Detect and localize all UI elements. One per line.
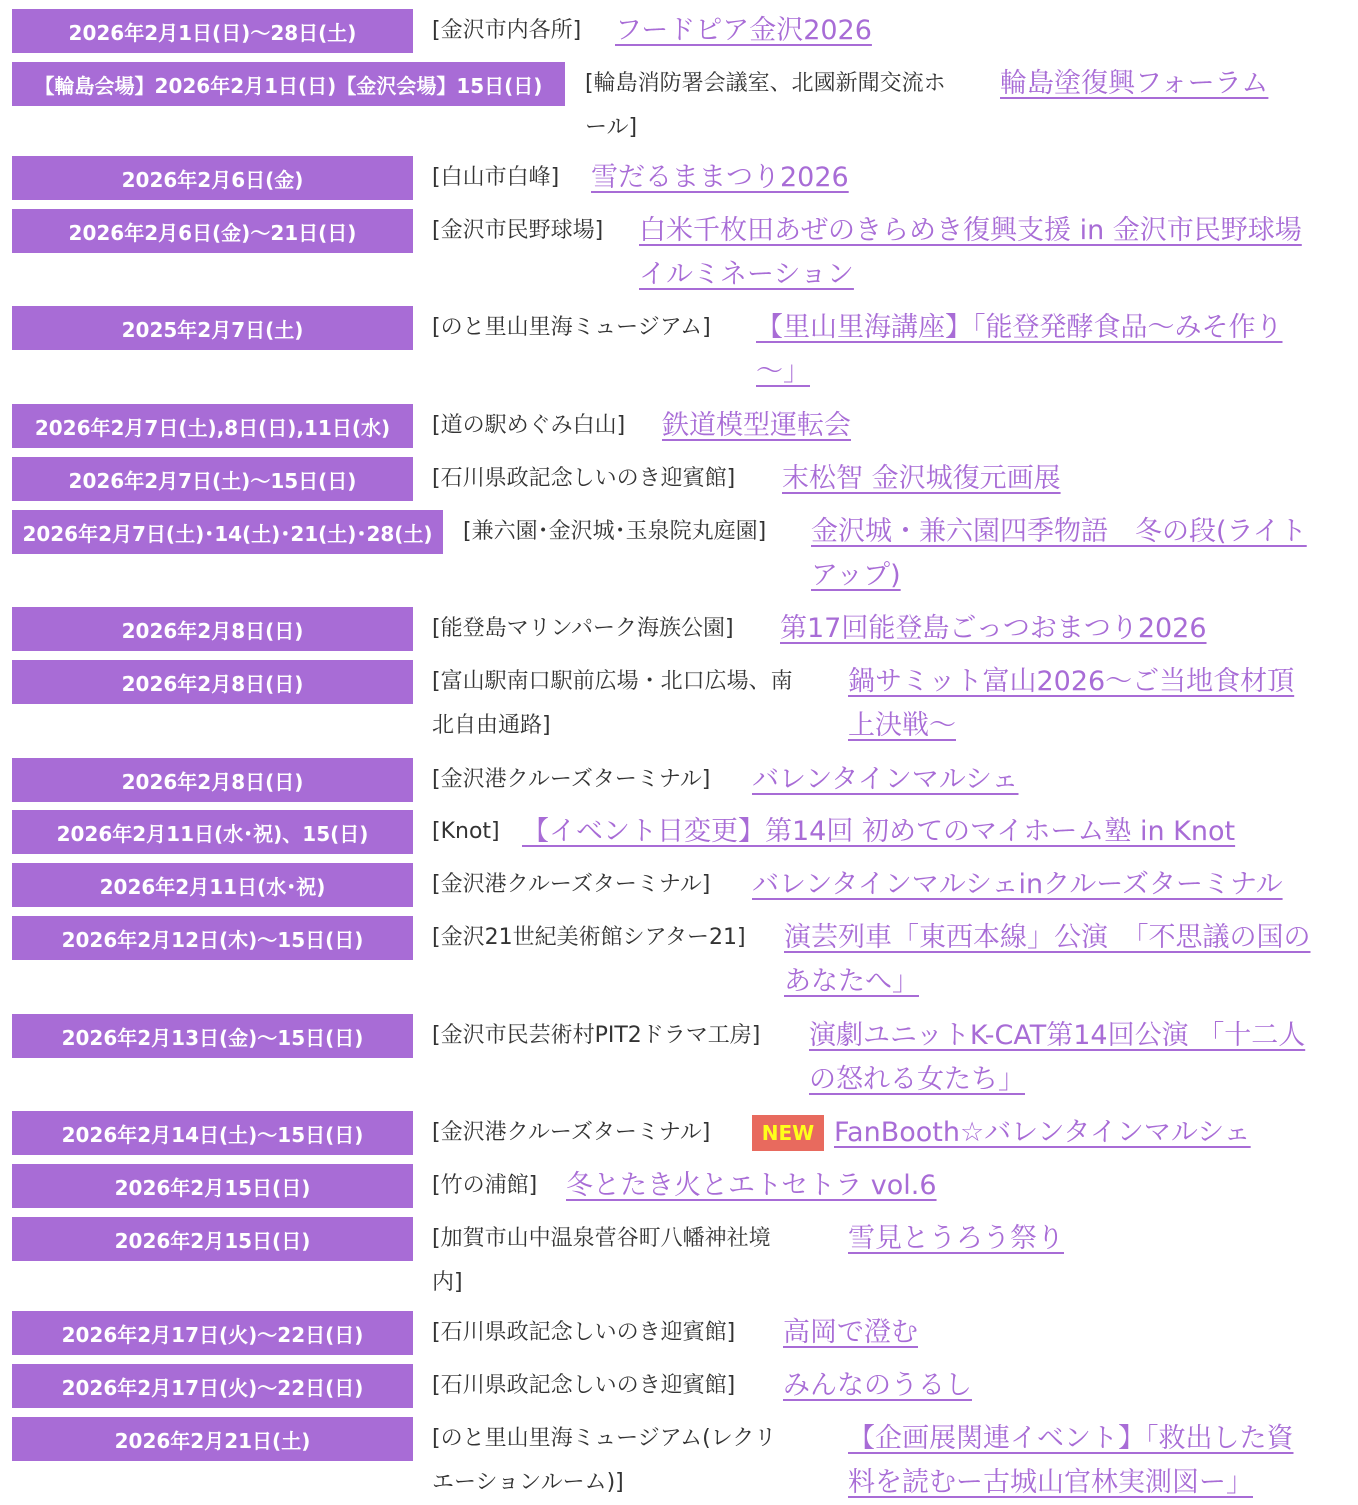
event-title-link[interactable]: FanBooth☆バレンタインマルシェ — [834, 1117, 1251, 1148]
event-date: 2026年2月21日(土) — [12, 1417, 413, 1461]
event-title-link[interactable]: フードピア金沢2026 — [615, 15, 872, 46]
event-title-link[interactable]: 高岡で澄む — [783, 1317, 918, 1348]
event-venue: [白山市白峰] — [432, 165, 560, 190]
event-date: 2025年2月7日(土) — [12, 306, 413, 350]
event-date: 2026年2月1日(日)～28日(土) — [12, 9, 413, 53]
event-title-link[interactable]: 鍋サミット富山2026～ご当地食材頂 上決戦～ — [848, 666, 1295, 741]
event-venue: [金沢港クルーズターミナル] — [432, 872, 711, 897]
event-title-link[interactable]: バレンタインマルシェinクルーズターミナル — [752, 869, 1283, 900]
event-title-link[interactable]: 白米千枚田あぜのきらめき復興支援 in 金沢市民野球場 イルミネーション — [639, 215, 1302, 290]
event-title-link[interactable]: 輪島塗復興フォーラム — [1000, 68, 1269, 99]
event-venue: [のと里山里海ミュージアム] — [432, 315, 711, 340]
event-date: 2026年2月7日(土)･14(土)･21(土)･28(土) — [12, 510, 443, 554]
event-venue: [石川県政記念しいのき迎賓館] — [432, 466, 736, 491]
event-title-link[interactable]: 雪だるままつり2026 — [591, 162, 849, 193]
event-title-link[interactable]: 【イベント日変更】第14回 初めてのマイホーム塾 in Knot — [522, 816, 1236, 847]
event-date: 2026年2月17日(火)～22日(日) — [12, 1364, 413, 1408]
event-date: 2026年2月11日(水･祝)、15(日) — [12, 810, 413, 854]
event-date: 2026年2月17日(火)～22日(日) — [12, 1311, 413, 1355]
event-venue: [金沢21世紀美術館シアター21] — [432, 925, 746, 950]
event-title-link[interactable]: 【企画展関連イベント】「救出した資 料を読むー古城山官林実測図ー」 — [848, 1423, 1294, 1498]
event-date: 2026年2月8日(日) — [12, 758, 413, 802]
event-date: 2026年2月6日(金) — [12, 156, 413, 200]
event-venue: [能登島マリンパーク海族公園] — [432, 616, 734, 641]
event-venue: [金沢市内各所] — [432, 18, 582, 43]
event-title-link[interactable]: バレンタインマルシェ — [752, 764, 1019, 795]
event-date: 2026年2月12日(木)～15日(日) — [12, 916, 413, 960]
event-venue: [金沢市民野球場] — [432, 218, 604, 243]
event-venue: [石川県政記念しいのき迎賓館] — [432, 1373, 736, 1398]
event-venue: [のと里山里海ミュージアム(レクリ エーションルーム)] — [432, 1426, 777, 1495]
event-venue: [富山駅南口駅前広場・北口広場、南 北自由通路] — [432, 669, 793, 738]
event-date: 【輪島会場】2026年2月1日(日)【金沢会場】15日(日) — [12, 62, 565, 106]
event-date: 2026年2月15日(日) — [12, 1164, 413, 1208]
event-title-link[interactable]: 鉄道模型運転会 — [662, 410, 851, 441]
new-badge: NEW — [752, 1115, 824, 1151]
event-venue: [金沢港クルーズターミナル] — [432, 767, 711, 792]
event-date: 2026年2月7日(土),8日(日),11日(水) — [12, 404, 413, 448]
event-venue: [輪島消防署会議室、北國新聞交流ホ ール] — [585, 71, 946, 140]
event-venue: [金沢港クルーズターミナル] — [432, 1120, 711, 1145]
event-title-link[interactable]: 金沢城・兼六園四季物語 冬の段(ライト アップ) — [811, 516, 1307, 591]
event-title-link[interactable]: 雪見とうろう祭り — [848, 1223, 1064, 1254]
event-venue: [兼六園･金沢城･玉泉院丸庭園] — [463, 519, 767, 544]
event-date: 2026年2月7日(土)～15日(日) — [12, 457, 413, 501]
event-title-link[interactable]: 冬とたき火とエトセトラ vol.6 — [566, 1170, 937, 1201]
event-venue: [竹の浦館] — [432, 1173, 538, 1198]
event-date: 2026年2月11日(水･祝) — [12, 863, 413, 907]
event-venue: [道の駅めぐみ白山] — [432, 413, 626, 438]
event-date: 2026年2月8日(日) — [12, 607, 413, 651]
event-date: 2026年2月13日(金)～15日(日) — [12, 1014, 413, 1058]
event-date: 2026年2月8日(日) — [12, 660, 413, 704]
event-title-link[interactable]: みんなのうるし — [783, 1370, 972, 1401]
event-date: 2026年2月6日(金)～21日(日) — [12, 209, 413, 253]
event-title-link[interactable]: 演劇ユニットK-CAT第14回公演 「十二人 の怒れる女たち」 — [809, 1020, 1306, 1095]
event-title-link[interactable]: 末松智 金沢城復元画展 — [782, 463, 1061, 494]
event-venue: [Knot] — [432, 819, 500, 844]
event-venue: [加賀市山中温泉菅谷町八幡神社境 内] — [432, 1226, 771, 1295]
event-venue: [金沢市民芸術村PIT2ドラマ工房] — [432, 1023, 761, 1048]
event-title-link[interactable]: 【里山里海講座】「能登発酵食品～みそ作り ～」 — [756, 312, 1283, 387]
event-date: 2026年2月15日(日) — [12, 1217, 413, 1261]
event-title-link[interactable]: 演芸列車「東西本線」公演 「不思議の国の あなたへ」 — [784, 922, 1311, 997]
event-venue: [石川県政記念しいのき迎賓館] — [432, 1320, 736, 1345]
event-title-link[interactable]: 第17回能登島ごっつおまつり2026 — [780, 613, 1207, 644]
event-date: 2026年2月14日(土)～15日(日) — [12, 1111, 413, 1155]
